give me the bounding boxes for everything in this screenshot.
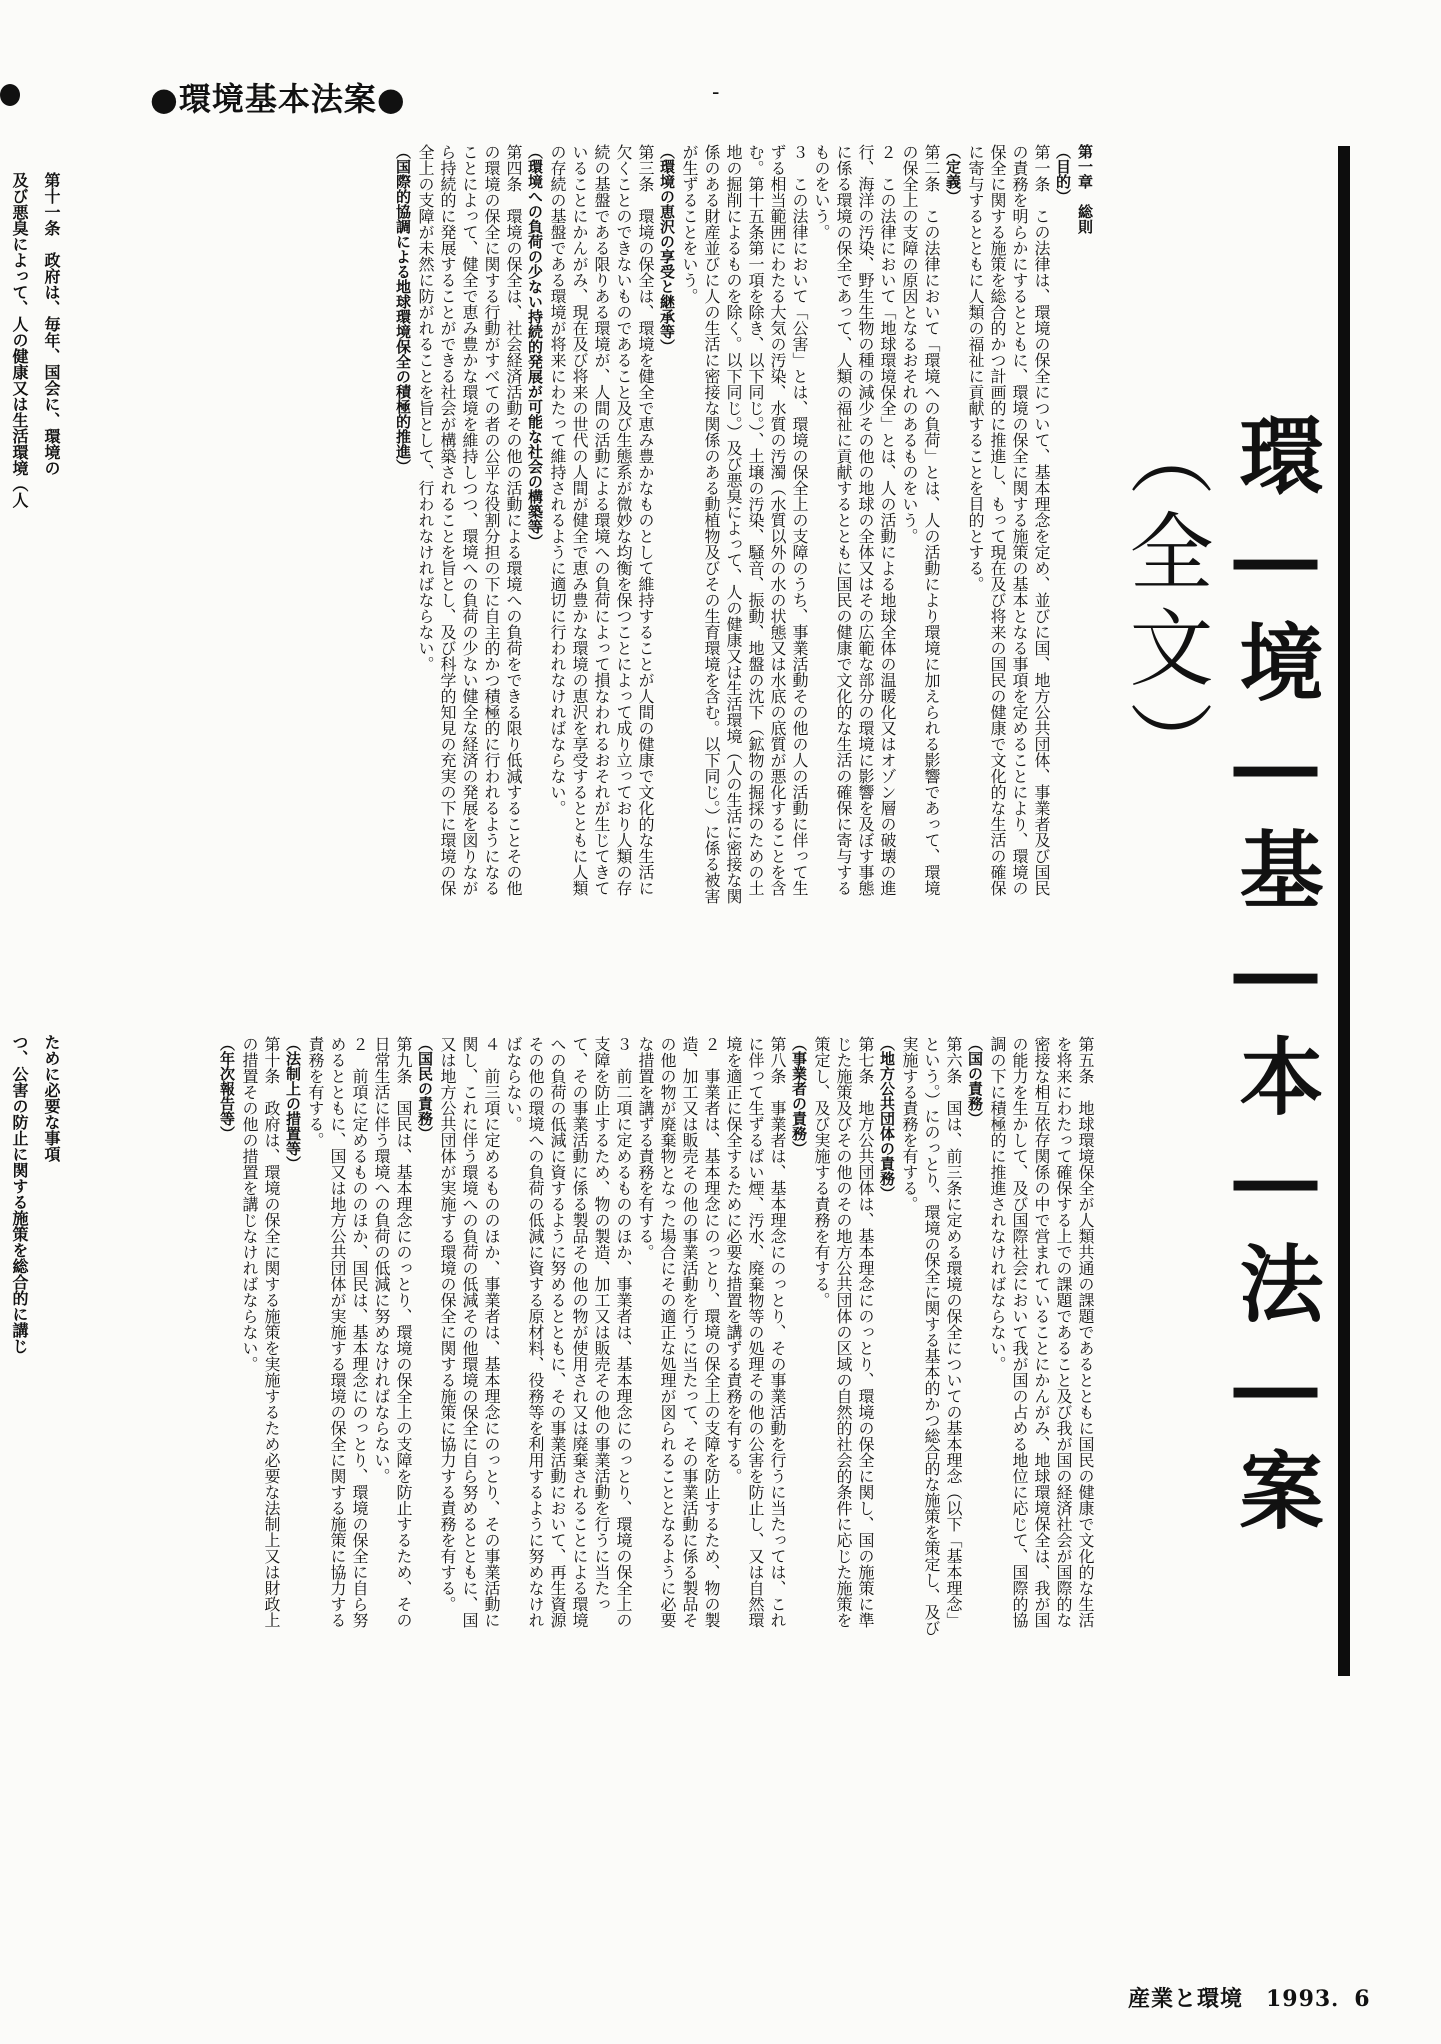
title-char: 本 <box>1226 1033 1325 1129</box>
lower-text-block <box>172 1036 1096 1642</box>
article-heading: （国の責務） <box>966 1036 984 1126</box>
title-char: 環 <box>1226 412 1325 508</box>
article-heading: （事業者の責務） <box>790 1036 808 1156</box>
main-title <box>1116 412 1330 1608</box>
left-continuation-lower <box>3 1034 67 1734</box>
article-heading: （国際的協調による地球環境保全の積極的推進） <box>394 144 412 474</box>
header-dash: - <box>712 80 720 105</box>
article-text: 第三条 環境の保全は、環境を健全で恵み豊かなものとして維持することが人間の健康で文化的な生活に欠くことのできないものであること及び生態系が微妙な均衡を保つことによって成り立っており人類の存続の基盤である限りある環境が、人間の活動による環境への負荷によって損なわれるおそれが生じてきていることにかんがみ、現在及び将来の世代の人間が健全で恵み豊かな環境の恵沢を享受するとともに人類の存続の基盤である環境が将来にわたって維持されるように適切に行われなければならない。 <box>548 144 655 896</box>
article-text: 第九条 国民は、基本理念にのっとり、環境の保全上の支障を防止するため、その日常生活に伴う環境への負荷の低減に努めなければならない。 <box>372 1036 413 1628</box>
upper-text-block <box>172 144 1096 904</box>
title-subtitle: （全文） <box>1116 412 1214 796</box>
article-text: 第四条 環境の保全は、社会経済活動その他の活動による環境への負荷をできる限り低減することその他の環境の保全に関する行動がすべての者の公平な役割分担の下に自主的かつ積極的に行われるようになることによって、健全で恵み豊かな環境を維持しつつ、環境への負荷の少ない健全な経済の発展を図りながら持続的に発展することができる社会が構築されることを旨とし、及び科学的知見の充実の下に環境の保全上の支障が未然に防がれることを旨として、行われなければならない。 <box>416 144 523 896</box>
article-text: 第八条 事業者は、基本理念にのっとり、その事業活動を行うに当たっては、これに伴って生ずるばい煙、汚水、廃棄物等の処理その他の公害を防止し、又は自然環境を適正に保全するために必要な措置を講ずる責務を有する。 <box>724 1036 787 1628</box>
article-text: 第十条 政府は、環境の保全に関する施策を実施するため必要な法制上又は財政上の措置その他の措置を講じなければならない。 <box>240 1036 281 1628</box>
title-dash: ― <box>1226 1129 1325 1240</box>
article-text: ２ 事業者は、基本理念にのっとり、環境の保全上の支障を防止するため、物の製造、加工又は販売その他の事業活動を行うに当たって、その事業活動に係る製品その他の物が廃棄物となった場合にその適正な処理が図られることとなるように必要な措置を講ずる責務を有する。 <box>636 1036 721 1628</box>
left-strip-col2: 及び悪臭によって、人の健康又は生活環境（人 <box>10 172 29 508</box>
article-text: ２ 前項に定めるもののほか、国民は、基本理念にのっとり、環境の保全に自ら努めるとともに、国又は地方公共団体が実施する環境の保全に関する施策に協力する責務を有する。 <box>306 1036 369 1628</box>
article-text: 第一条 この法律は、環境の保全について、基本理念を定め、並びに国、地方公共団体、事業者及び国民の責務を明らかにするとともに、環境の保全に関する施策の基本となる事項を定めることにより、環境の保全に関する施策を総合的かつ計画的に推進し、もって現在及び将来の国民の健康で文化的な生活の確保に寄与するとともに人類の福祉に貢献することを目的とする。 <box>966 144 1051 896</box>
left-strip-lower1: ために必要な事項 <box>42 1034 61 1162</box>
article-text: 第二条 この法律において「環境への負荷」とは、人の活動により環境に加えられる影響であって、環境の保全上の支障の原因となるおそれのあるものをいう。 <box>900 144 941 896</box>
chapter-heading: 第一章 総則 <box>1076 144 1094 234</box>
title-char: 法 <box>1226 1240 1325 1336</box>
article-heading: （目的） <box>1054 144 1072 204</box>
article-text: ４ 前三項に定めるもののほか、事業者は、基本理念にのっとり、その事業活動に関し、これに伴う環境への負荷の低減その他環境の保全に自ら努めるとともに、国又は地方公共団体が実施する環境の保全に関する施策に協力する責務を有する。 <box>438 1036 501 1628</box>
title-rule <box>1338 146 1350 1676</box>
title-dash: ― <box>1226 1336 1325 1447</box>
article-heading: （環境の恵沢の享受と継承等） <box>658 144 676 354</box>
article-heading: （環境への負荷の少ない持続的発展が可能な社会の構築等） <box>526 144 544 549</box>
title-char: 案 <box>1226 1447 1325 1543</box>
title-dash: ― <box>1226 508 1325 619</box>
article-heading: （年次報告等） <box>218 1036 236 1141</box>
article-text: 第六条 国は、前三条に定める環境の保全についての基本理念（以下「基本理念」という。）にのっとり、環境の保全に関する基本的かつ総合的な施策を策定し、及び実施する責務を有する。 <box>900 1036 963 1636</box>
article-text: 第七条 地方公共団体は、基本理念にのっとり、環境の保全に関し、国の施策に準じた施策及びその他のその地方公共団体の区域の自然的社会的条件に応じた施策を策定し、及び実施する責務を有する。 <box>812 1036 875 1628</box>
title-dash: ― <box>1226 922 1325 1033</box>
left-strip-lower2: つ、公害の防止に関する施策を総合的に講じ <box>10 1034 29 1354</box>
title-dash: ― <box>1226 715 1325 826</box>
title-char: 境 <box>1226 619 1325 715</box>
article-heading: （地方公共団体の責務） <box>878 1036 896 1201</box>
article-heading: （法制上の措置等） <box>284 1036 302 1171</box>
title-char: 基 <box>1226 826 1325 922</box>
article-text: ２ この法律において「地球環境保全」とは、人の活動による地球全体の温暖化又はオゾン層の破壊の進行、海洋の汚染、野生生物の種の減少その他の地球の全体又はその広範な部分の環境に影響を及ぼす事態に係る環境の保全であって、人類の福祉に貢献するとともに国民の健康で文化的な生活の確保に寄与するものをいう。 <box>812 144 897 896</box>
left-strip-col1: 第十一条 政府は、毎年、国会に、環境の <box>42 172 61 476</box>
footer-source: 産業と環境 1993．6 <box>1128 1986 1371 2012</box>
article-text: 第五条 地球環境保全が人類共通の課題であるとともに国民の健康で文化的な生活を将来にわたって確保する上での課題であること及び我が国の経済社会が国際的な密接な相互依存関係の中で営まれていることにかんがみ、地球環境保全は、我が国の能力を生かして、及び国際社会において我が国の占める地位に応じて、国際的協調の下に積極的に推進されなければならない。 <box>988 1036 1095 1628</box>
bullet-dot <box>0 84 20 106</box>
article-heading: （定義） <box>944 144 962 204</box>
article-text: ３ 前二項に定めるもののほか、事業者は、基本理念にのっとり、環境の保全上の支障を防止するため、物の製造、加工又は販売その他の事業活動を行うに当たって、その事業活動に係る製品その他の物が使用され又は廃棄されることによる環境への負荷の低減に資するように努めるとともに、その事業活動において、再生資源その他の環境への負荷の低減に資する原材料、役務等を利用するように努めなければならない。 <box>504 1036 633 1628</box>
article-text: ３ この法律において「公害」とは、環境の保全上の支障のうち、事業活動その他の人の活動に伴って生ずる相当範囲にわたる大気の汚染、水質の汚濁（水質以外の水の状態又は水底の底質が悪化することを含む。第十五条第一項を除き、以下同じ。）、土壌の汚染、騒音、振動、地盤の沈下（鉱物の掘採のための土地の掘削によるものを除く。以下同じ。）及び悪臭によって、人の健康又は生活環境（人の生活に密接な関係のある財産並びに人の生活に密接な関係のある動植物及びその生育環境を含む。以下同じ。）に係る被害が生ずることをいう。 <box>680 144 809 904</box>
series-title: ●環境基本法案● <box>150 80 406 118</box>
article-heading: （国民の責務） <box>416 1036 434 1141</box>
